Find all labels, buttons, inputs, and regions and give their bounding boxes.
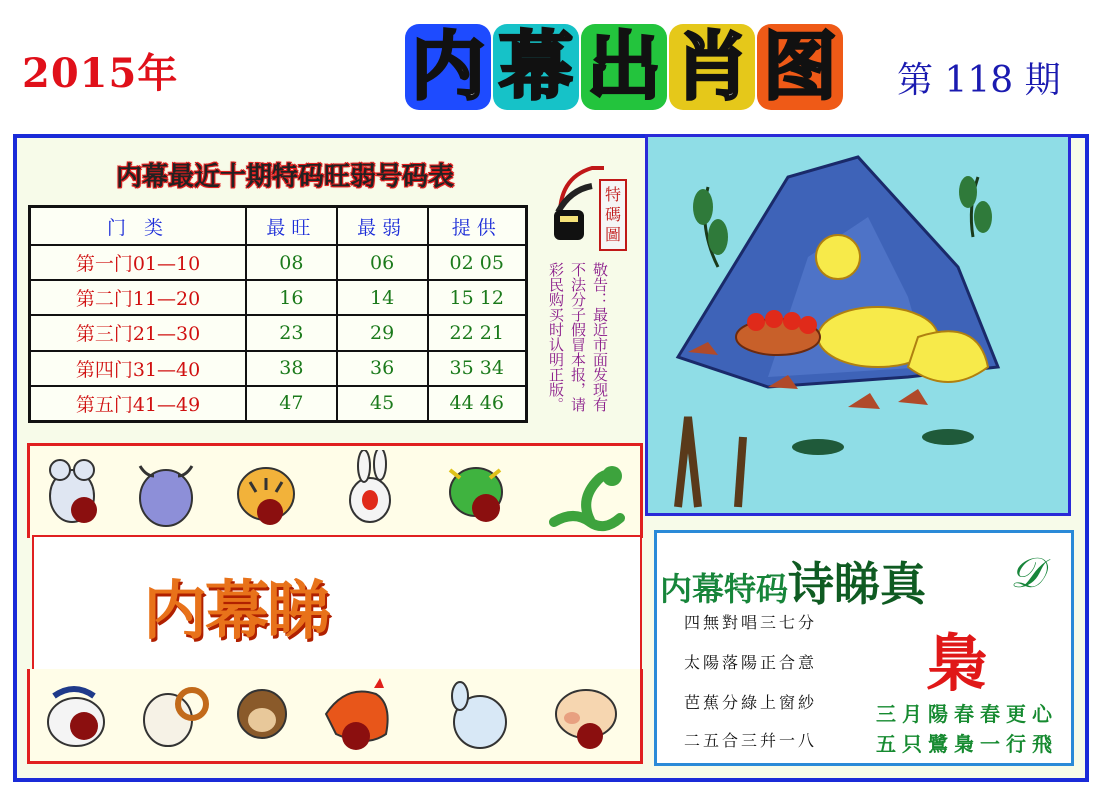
column-header: 提供 — [428, 207, 527, 246]
zodiac-big-word: 内幕睇 — [143, 575, 329, 649]
range-cell: 第四门31—40 — [30, 351, 247, 386]
weak-cell: 45 — [337, 386, 428, 422]
table-header-row — [30, 207, 527, 246]
dragon-icon — [440, 450, 520, 534]
issue-number: 第 118 期 — [897, 60, 1061, 101]
table-title: 内幕最近十期特码旺弱号码表 — [116, 162, 455, 192]
year-label: 2015年 — [22, 50, 179, 97]
stamp-text: 特 — [604, 185, 622, 204]
decorative-d-icon: 𝒟 — [1010, 548, 1044, 597]
strong-cell: 38 — [246, 351, 337, 386]
zodiac-middle-panel — [32, 535, 642, 673]
provide-cell: 15 12 — [428, 280, 527, 315]
table-row — [30, 386, 527, 422]
stamp-logo — [552, 160, 630, 252]
pig-icon — [546, 674, 626, 758]
rabbit-icon — [336, 450, 416, 534]
title-char: 内 — [405, 24, 491, 110]
strong-cell: 23 — [246, 315, 337, 350]
strong-cell: 47 — [246, 386, 337, 422]
monkey-icon — [224, 674, 304, 758]
poem-side-line: 五只鷺梟一行飛 — [876, 732, 1058, 756]
range-cell: 第三门21—30 — [30, 315, 247, 350]
range-cell: 第二门11—20 — [30, 280, 247, 315]
table-row — [30, 280, 527, 315]
column-header: 最弱 — [337, 207, 428, 246]
ox-icon — [126, 450, 206, 534]
table-row — [30, 245, 527, 280]
range-cell: 第一门01—10 — [30, 245, 247, 280]
provide-cell: 22 21 — [428, 315, 527, 350]
poem-line: 太陽落陽正合意 — [684, 653, 818, 672]
weak-cell: 06 — [337, 245, 428, 280]
horse-icon — [34, 674, 114, 758]
range-cell: 第五门41—49 — [30, 386, 247, 422]
provide-cell: 44 46 — [428, 386, 527, 422]
weak-cell: 29 — [337, 315, 428, 350]
page-title — [405, 24, 845, 116]
provide-cell: 02 05 — [428, 245, 527, 280]
tiger-icon — [226, 450, 306, 534]
number-table — [28, 205, 528, 423]
poem-side-line: 三月陽春春更心 — [876, 702, 1058, 726]
warning-notice: 敬告：最近市面发现有不法分子假冒本报，请彩民购买时认明正版。 — [547, 262, 609, 412]
title-char: 出 — [581, 24, 667, 110]
table-row — [30, 351, 527, 386]
poem-line: 二五合三幷一八 — [684, 731, 818, 750]
strong-cell: 08 — [246, 245, 337, 280]
title-char: 图 — [757, 24, 843, 110]
table-row — [30, 315, 527, 350]
column-header: 最旺 — [246, 207, 337, 246]
provide-cell: 35 34 — [428, 351, 527, 386]
rat-icon — [36, 450, 116, 534]
weak-cell: 36 — [337, 351, 428, 386]
column-header: 门 类 — [30, 207, 247, 246]
goat-icon — [134, 674, 214, 758]
snake-icon — [546, 450, 626, 534]
stamp-text: 圖 — [604, 225, 622, 244]
dog-icon — [440, 674, 520, 758]
rooster-icon — [316, 674, 396, 758]
squirrel-painting — [645, 134, 1071, 516]
poem-title-big: 诗睇真 — [788, 557, 927, 611]
weak-cell: 14 — [337, 280, 428, 315]
title-char: 幕 — [493, 24, 579, 110]
poem-title-small: 内幕特码 — [660, 570, 789, 608]
poem-line: 四無對唱三七分 — [684, 613, 818, 632]
stamp-text: 碼 — [604, 205, 622, 224]
title-char: 肖 — [669, 24, 755, 110]
poem-title — [660, 548, 926, 614]
poem-answer: 梟 — [926, 627, 989, 700]
poem-line: 芭蕉分綠上窗紗 — [684, 693, 818, 712]
strong-cell: 16 — [246, 280, 337, 315]
